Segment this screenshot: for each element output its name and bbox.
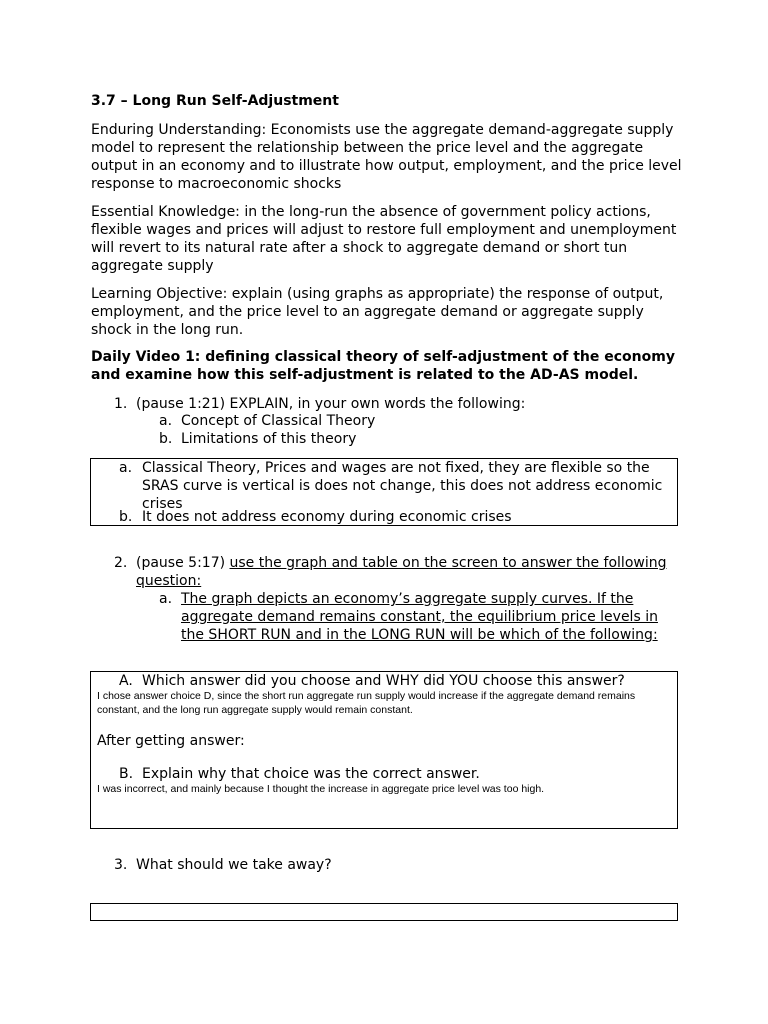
part-b-answer: I was incorrect, and mainly because I thought the increase in aggregate price level was too high. <box>97 783 545 795</box>
question-1-sub-a-text: Concept of Classical Theory <box>181 413 376 429</box>
part-a-question: Which answer did you choose and WHY did YOU choose this answer? <box>142 673 625 689</box>
question-3-answer-box[interactable] <box>90 903 678 921</box>
question-2-sub-a-text: The graph depicts an economy’s aggregate supply curves. If the aggregate demand remains constant, the equilibrium price levels in the SHORT RUN and in the LONG RUN will be which of the following: <box>181 591 658 643</box>
question-3-number: 3. <box>114 857 128 873</box>
question-1-sub-b-text: Limitations of this theory <box>181 431 357 447</box>
answer-b-text: It does not address economy during economic crises <box>142 509 512 525</box>
question-3-text: What should we take away? <box>136 857 332 873</box>
question-2-answer-box[interactable] <box>90 671 678 829</box>
enduring-understanding-paragraph: Enduring Understanding: Economists use the aggregate demand-aggregate supply model to represent the relationship between the price level and the aggregate output in an economy and to illustrate how output, employment, and the price level response to macroeconomic shocks <box>91 122 682 192</box>
question-2-instruction: use the graph and table on the screen to answer the following question: <box>136 555 667 589</box>
question-2-text <box>136 554 676 590</box>
question-2-sub-a-marker: a. <box>159 591 173 607</box>
page-title: 3.7 – Long Run Self-Adjustment <box>91 93 339 109</box>
essential-knowledge-paragraph: Essential Knowledge: in the long-run the absence of government policy actions, flexible wages and prices will adjust to restore full employment and unemployment will revert to its natural rate after a shock to aggregate demand or short tun aggregate supply <box>91 204 677 274</box>
daily-video-heading: Daily Video 1: defining classical theory of self-adjustment of the economy and examine how this self-adjustment is related to the AD-AS model. <box>91 349 675 383</box>
answer-a-marker: a. <box>119 460 133 476</box>
learning-objective-paragraph: Learning Objective: explain (using graphs as appropriate) the response of output, employment, and the price level to an aggregate demand or aggregate supply shock in the long run. <box>91 286 664 338</box>
answer-a-text: Classical Theory, Prices and wages are not fixed, they are flexible so the SRAS curve is vertical is does not change, this does not address economic crises <box>142 460 663 512</box>
question-1-text: (pause 1:21) EXPLAIN, in your own words the following: <box>136 396 526 412</box>
part-a-answer: I chose answer choice D, since the short run aggregate run supply would increase if the aggregate demand remains constant, and the long run aggregate supply would remain constant. <box>97 690 636 716</box>
question-1-sub-b-marker: b. <box>159 431 173 447</box>
part-b-marker: B. <box>119 766 134 782</box>
answer-b-marker: b. <box>119 509 133 525</box>
part-a-marker: A. <box>119 673 133 689</box>
question-1-answer-box[interactable] <box>90 458 678 526</box>
question-2-number: 2. <box>114 555 128 571</box>
question-2-prefix: (pause 5:17) <box>136 555 230 571</box>
after-answer-label: After getting answer: <box>97 733 245 749</box>
question-1-sub-a-marker: a. <box>159 413 173 429</box>
part-b-question: Explain why that choice was the correct answer. <box>142 766 480 782</box>
question-1-number: 1. <box>114 396 128 412</box>
